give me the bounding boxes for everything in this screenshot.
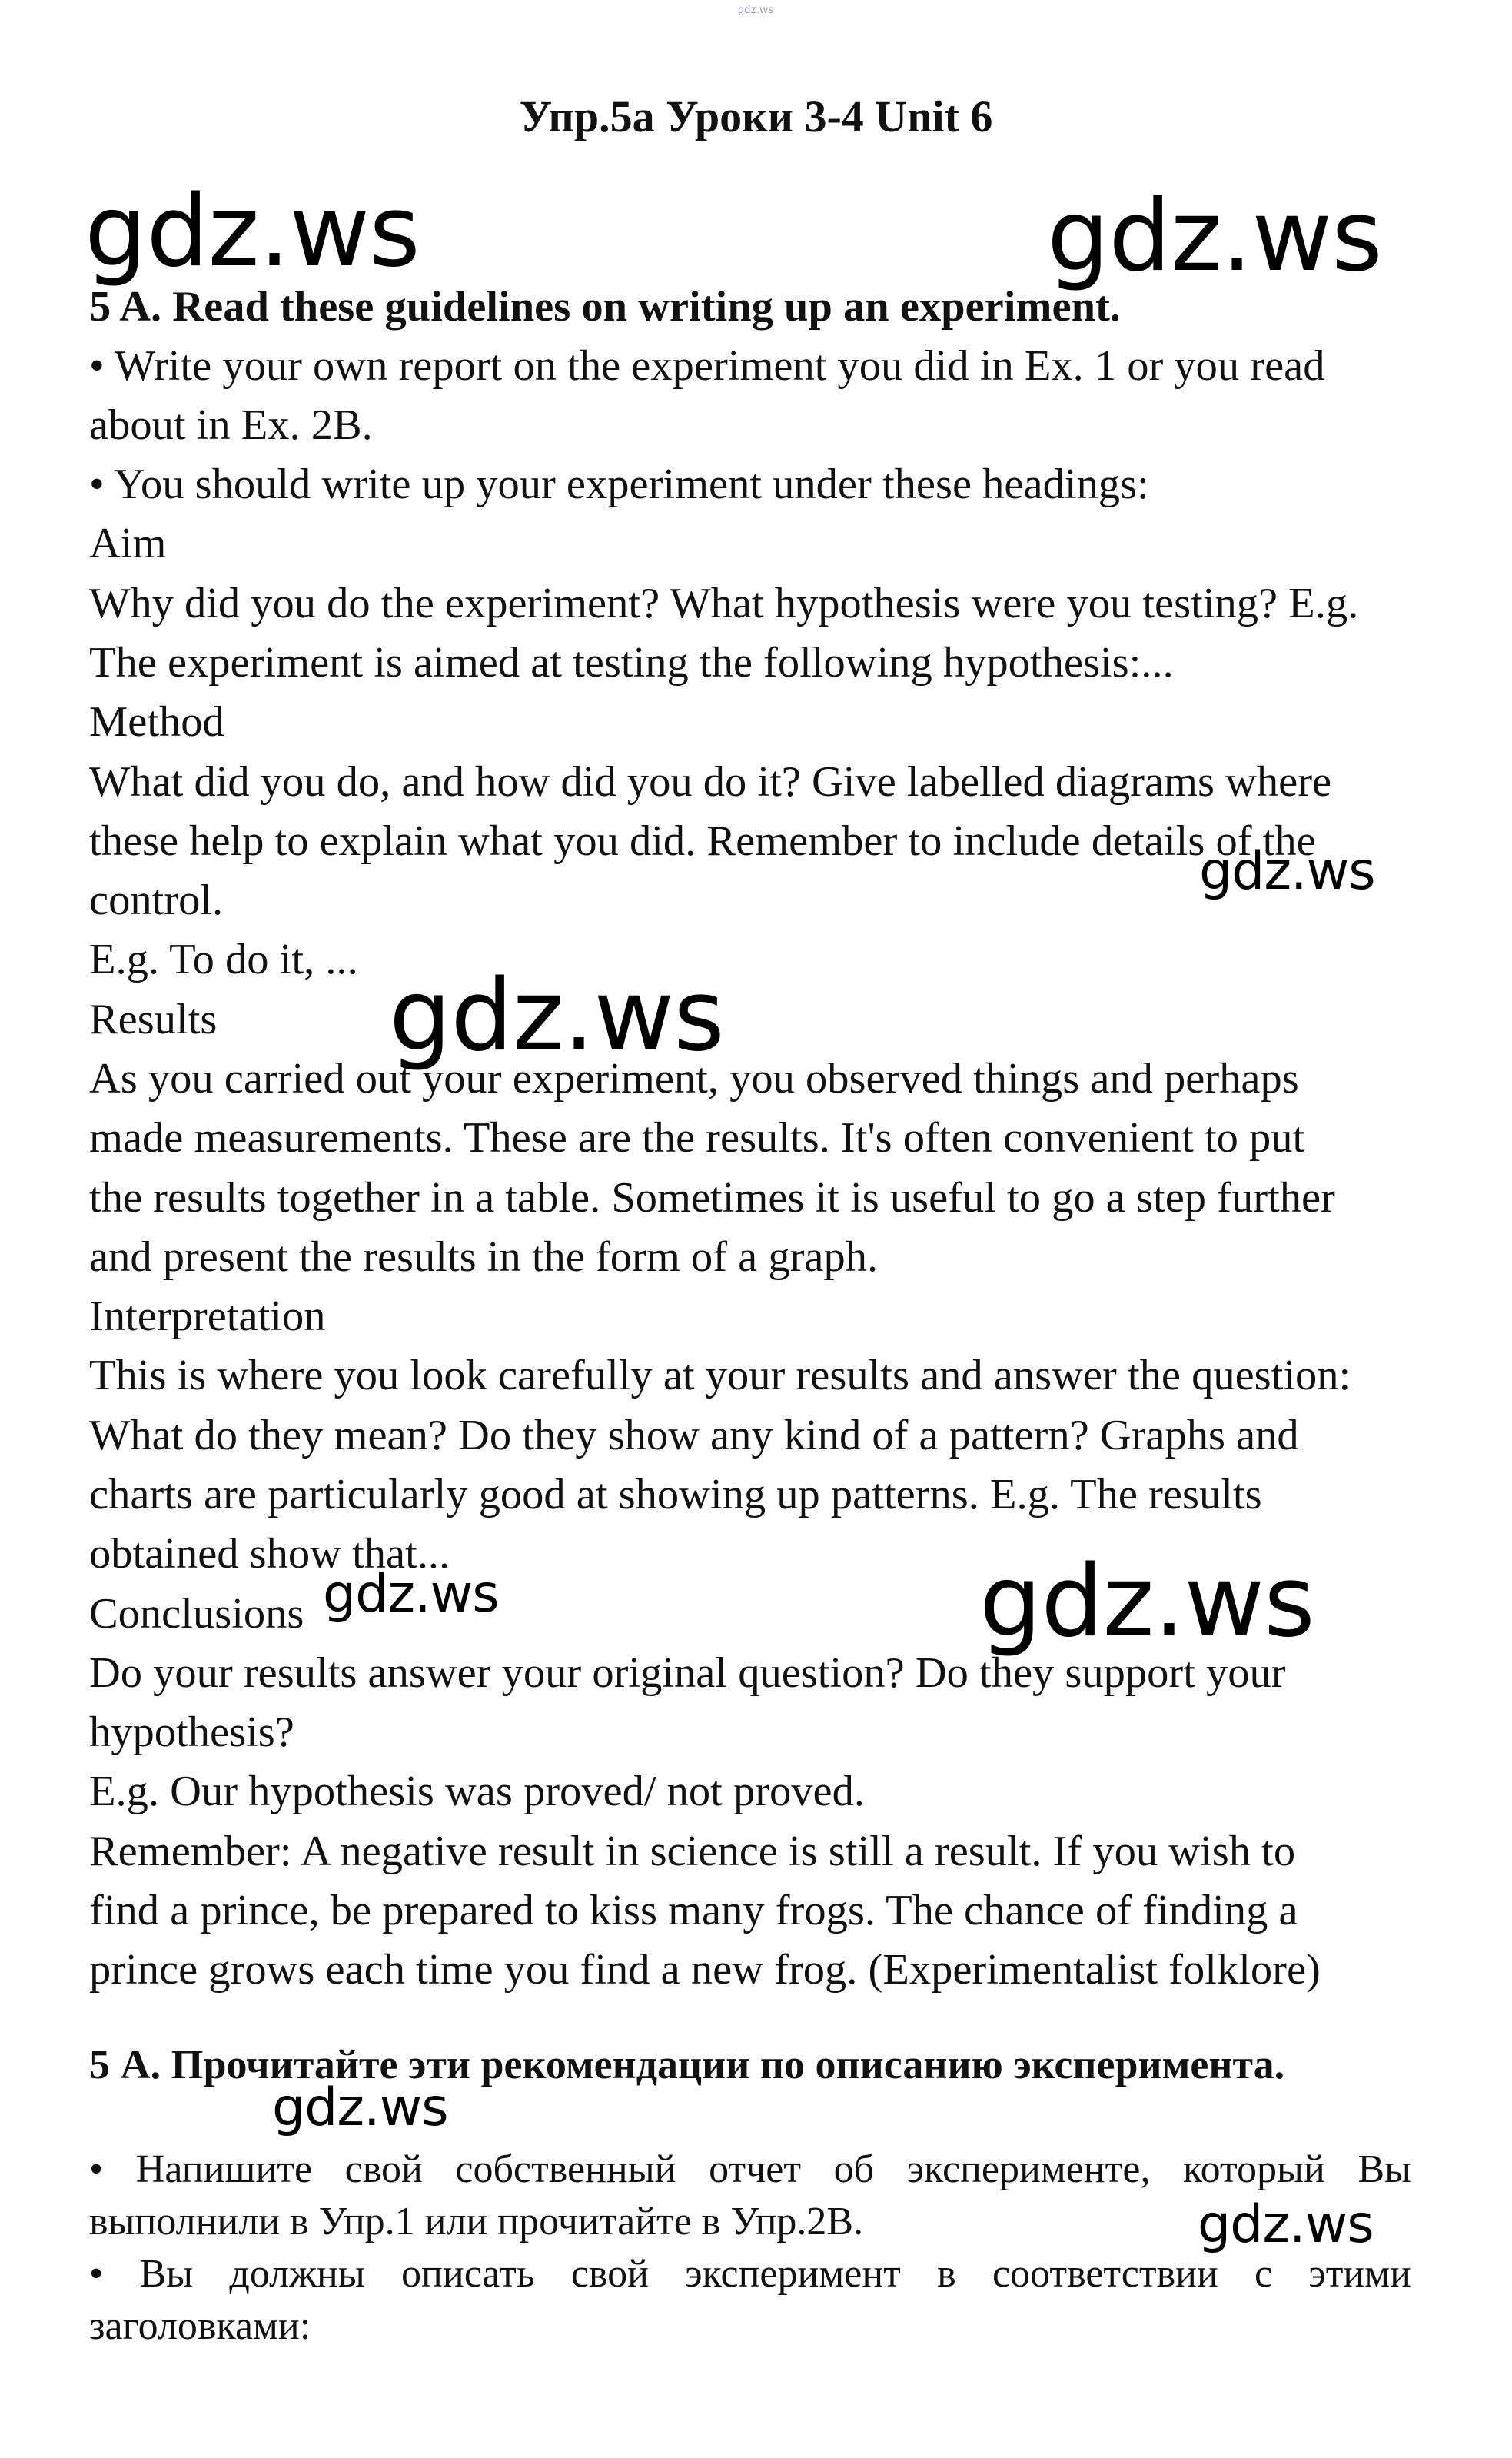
watermark: gdz.ws xyxy=(389,959,724,1073)
english-line: Do your results answer your original question? Do they support your xyxy=(89,1649,1286,1697)
english-line: find a prince, be prepared to kiss many frogs. The chance of finding a xyxy=(89,1887,1298,1934)
watermark: gdz.ws xyxy=(272,2077,448,2138)
english-line: obtained show that... xyxy=(89,1530,450,1578)
section-heading-results: Results xyxy=(89,996,218,1043)
english-line: charts are particularly good at showing up patterns. E.g. The results xyxy=(89,1471,1262,1518)
english-line: This is where you look carefully at your results and answer the question: xyxy=(89,1352,1351,1399)
english-line: prince grows each time you find a new frog. (Experimentalist folklore) xyxy=(89,1946,1321,1994)
section-heading-method: Method xyxy=(89,698,224,746)
english-line: • Write your own report on the experiment you did in Ex. 1 or you read xyxy=(89,342,1325,390)
english-line: and present the results in the form of a graph. xyxy=(89,1233,879,1281)
english-line: What do they mean? Do they show any kind of a pattern? Graphs and xyxy=(89,1412,1299,1459)
section-heading-interpretation: Interpretation xyxy=(89,1292,326,1340)
section-heading-conclusions: Conclusions xyxy=(89,1590,304,1638)
english-line: about in Ex. 2B. xyxy=(89,401,373,449)
english-line: the results together in a table. Sometimes it is useful to go a step further xyxy=(89,1174,1335,1222)
watermark: gdz.ws xyxy=(979,1545,1314,1659)
russian-line: заголовками: xyxy=(89,2304,311,2348)
english-line: Remember: A negative result in science is still a result. If you wish to xyxy=(89,1828,1296,1875)
watermark: gdz.ws xyxy=(1047,179,1382,294)
english-line: E.g. To do it, ... xyxy=(89,936,358,983)
english-title: 5 A. Read these guidelines on writing up an experiment. xyxy=(89,283,1121,331)
english-line: The experiment is aimed at testing the following hypothesis:... xyxy=(89,639,1174,687)
section-heading-aim: Aim xyxy=(89,520,167,567)
english-line: these help to explain what you did. Remember to include details of the xyxy=(89,817,1316,865)
english-line: control. xyxy=(89,876,224,924)
watermark: gdz.ws xyxy=(323,1564,499,1625)
english-line: As you carried out your experiment, you observed things and perhaps xyxy=(89,1055,1299,1103)
english-line: What did you do, and how did you do it? Give labelled diagrams where xyxy=(89,758,1332,806)
watermark: gdz.ws xyxy=(1199,841,1375,902)
watermark: gdz.ws xyxy=(85,175,420,289)
top-watermark: gdz.ws xyxy=(738,3,774,15)
russian-line: • Напишите свой собственный отчет об эксперименте, который Вы xyxy=(89,2147,1411,2191)
watermark: gdz.ws xyxy=(1198,2194,1374,2255)
english-line: • You should write up your experiment under these headings: xyxy=(89,461,1149,508)
english-line: made measurements. These are the results. It's often convenient to put xyxy=(89,1114,1305,1162)
russian-title: 5 А. Прочитайте эти рекомендации по описанию эксперимента. xyxy=(89,2041,1285,2087)
english-line: Why did you do the experiment? What hypothesis were you testing? E.g. xyxy=(89,580,1359,627)
russian-line: • Вы должны описать свой эксперимент в соответствии с этими xyxy=(89,2252,1411,2296)
russian-line: выполнили в Упр.1 или прочитайте в Упр.2В. xyxy=(89,2200,864,2243)
english-line: hypothesis? xyxy=(89,1708,294,1756)
english-line: E.g. Our hypothesis was proved/ not proved. xyxy=(89,1768,865,1815)
page-header: Упр.5а Уроки 3-4 Unit 6 xyxy=(519,91,993,141)
